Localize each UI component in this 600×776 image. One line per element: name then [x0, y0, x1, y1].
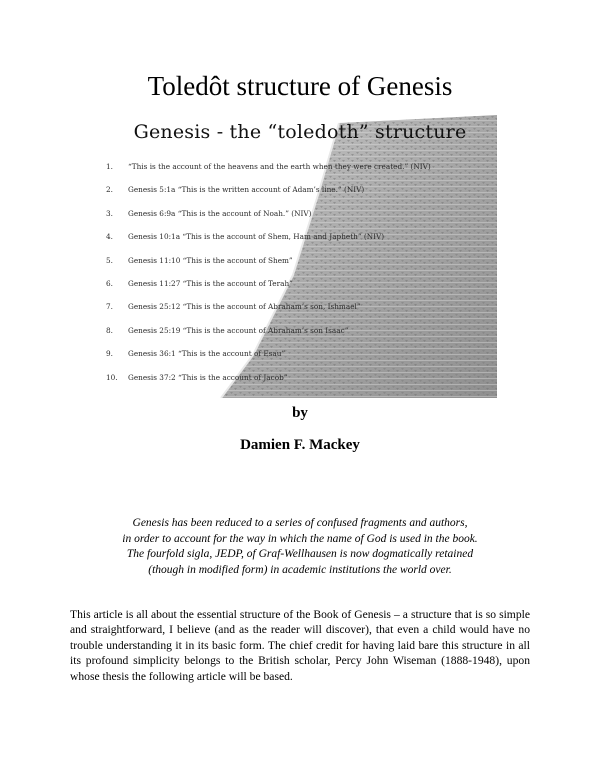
page-title: Toledôt structure of Genesis [147, 71, 453, 101]
list-item: 5. Genesis 11:10 “This is the account of Shem” [106, 255, 293, 265]
abstract-line: in order to account for the way in which the name of God is used in the book. [122, 532, 478, 545]
list-item: 9. Genesis 36:1 “This is the account of Esau” [106, 349, 286, 359]
list-item: 10. Genesis 37:2 “This is the account of Jacob” [106, 372, 288, 382]
figure-heading: Genesis - the “toledoth” structure [133, 121, 467, 143]
abstract-line: Genesis has been reduced to a series of confused fragments and authors, [132, 517, 468, 529]
list-item: 3. Genesis 6:9a “This is the account of Noah.” (NIV) [106, 208, 312, 218]
toledoth-list [103, 155, 497, 389]
abstract-line: (though in modified form) in academic institutions the world over. [148, 563, 452, 576]
byline-by: by [292, 405, 308, 421]
list-item: 1. “This is the account of the heavens and the earth when they were created.” (NIV) [106, 162, 431, 171]
list-item: 7. Genesis 25:12 “This is the account of Abraham’s son, Ishmael” [106, 302, 361, 312]
abstract-line: The fourfold sigla, JEDP, of Graf-Wellhausen is now dogmatically retained [126, 548, 474, 560]
author-name: Damien F. Mackey [240, 437, 360, 453]
toledoth-figure [103, 115, 497, 398]
list-item: 4. Genesis 10:1a “This is the account of Shem, Ham and Japheth” (NIV) [106, 232, 385, 242]
list-item: 2. Genesis 5:1a “This is the written account of Adam’s line.” (NIV) [106, 185, 365, 195]
abstract [100, 516, 500, 578]
list-item: 8. Genesis 25:19 “This is the account of Abraham’s son Isaac” [106, 325, 349, 335]
list-item: 6. Genesis 11:27 “This is the account of Terah” [106, 278, 293, 288]
intro-paragraph: This article is all about the essential structure of the Book of Genesis – a structure that is so simple and straightforward, I believe (and as the reader will discover), that even a child would have no trouble understanding it in its basic form. The chief credit for having laid bare this structure in all its profound simplicity belongs to the British scholar, Percy John Wiseman (1888-1948), upon whose thesis the following article will be based. [70, 608, 530, 683]
